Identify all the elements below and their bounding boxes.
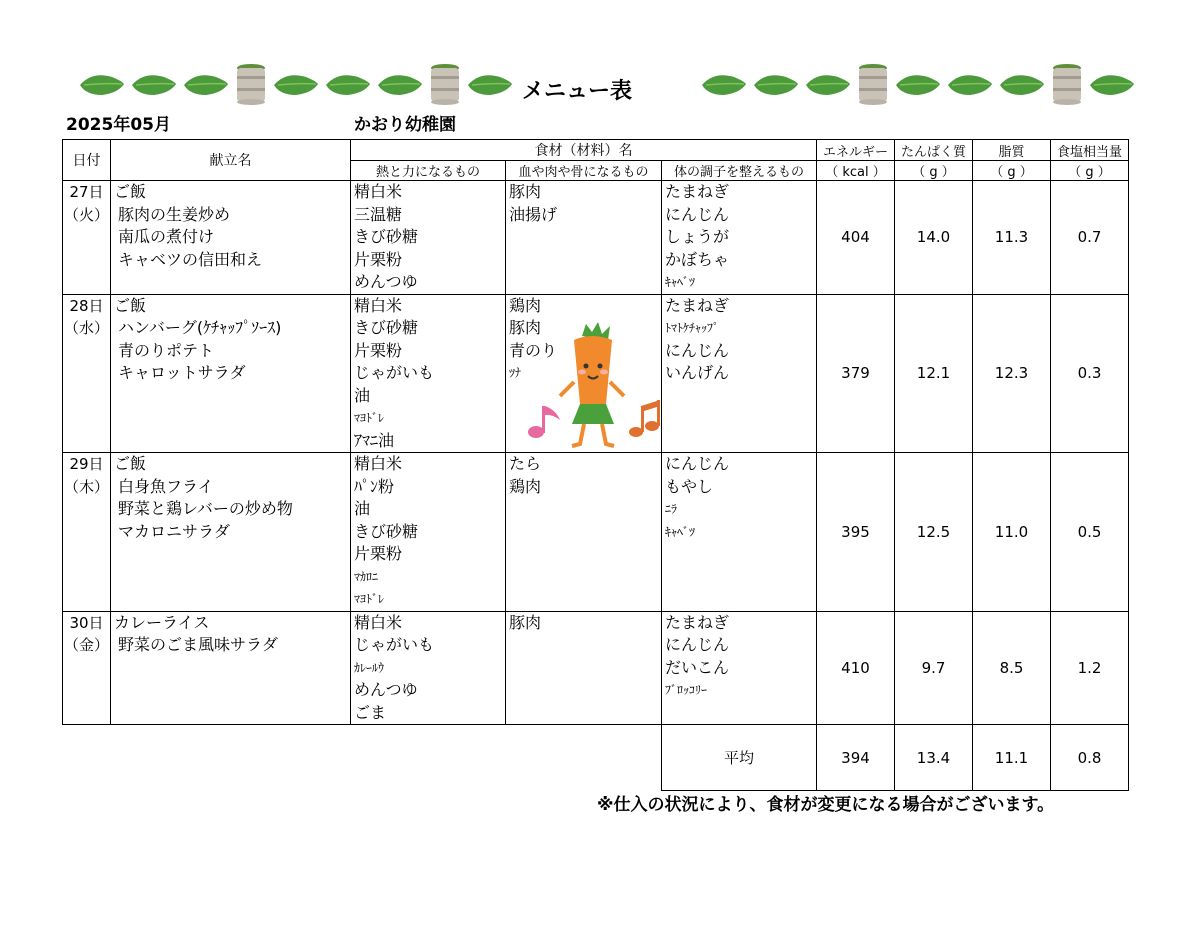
list-item: ご飯 — [114, 295, 147, 315]
school-name: かおり幼稚園 — [354, 115, 456, 135]
list-item: 片栗粉 — [354, 249, 403, 269]
menu-row — [63, 611, 1129, 725]
list-item: ご飯 — [114, 454, 147, 473]
body-food-cell — [506, 611, 662, 725]
list-item: ハンバーグ(ｹﾁｬｯﾌﾟｿｰｽ) — [118, 318, 282, 337]
leaf-icon — [272, 71, 320, 97]
fat-value: 8.5 — [973, 611, 1051, 725]
supply-note: ※仕入の状況により、食材が変更になる場合がございます。 — [597, 795, 1055, 815]
list-item: 青のりポテト — [118, 340, 215, 360]
tea-cup-icon — [234, 62, 268, 106]
list-item: だいこん — [665, 657, 730, 677]
weekday-label: （木） — [63, 477, 109, 496]
header-protein: たんぱく質 — [895, 140, 973, 161]
leaf-icon — [376, 71, 424, 97]
salt-value: 0.5 — [1051, 453, 1129, 612]
list-item: 豚肉 — [509, 318, 542, 337]
list-item: カレーライス — [114, 612, 210, 632]
header-ingredients: 食材（材料）名 — [351, 140, 817, 161]
leaf-icon — [182, 71, 230, 97]
regulate-food-cell — [662, 611, 817, 725]
list-item: きび砂糖 — [354, 227, 419, 246]
list-item: ｷｬﾍﾞﾂ — [665, 275, 696, 289]
list-item: にんじん — [665, 454, 730, 473]
day-label: 27日 — [69, 183, 104, 201]
energy-food-cell — [351, 294, 506, 453]
energy-value: 410 — [817, 611, 895, 725]
weekday-label: （金） — [63, 636, 109, 654]
leaf-icon — [78, 71, 126, 97]
date-cell — [63, 181, 111, 295]
list-item: 精白米 — [354, 295, 403, 315]
fat-value: 11.0 — [973, 453, 1051, 612]
carrot-character-icon — [524, 322, 660, 452]
list-item: ﾏﾖﾄﾞﾚ — [354, 411, 385, 425]
average-label: 平均 — [662, 725, 817, 791]
list-item: たまねぎ — [665, 295, 730, 315]
list-item: ﾄﾏﾄｹﾁｬｯﾌﾟ — [665, 321, 720, 335]
salt-value: 0.3 — [1051, 294, 1129, 453]
day-label: 30日 — [69, 613, 104, 632]
list-item: にんじん — [665, 204, 730, 224]
list-item: いんげん — [665, 363, 730, 382]
body-food-cell — [506, 453, 662, 612]
decoration-row-right — [700, 62, 1140, 106]
protein-value: 12.1 — [895, 294, 973, 453]
average-salt: 0.8 — [1051, 725, 1129, 791]
list-item: 精白米 — [354, 182, 403, 201]
list-item: 油 — [354, 499, 371, 518]
average-fat: 11.1 — [973, 725, 1051, 791]
leaf-icon — [130, 71, 178, 97]
energy-food-cell — [351, 453, 506, 612]
list-item: めんつゆ — [354, 272, 418, 291]
list-item: じゃがいも — [354, 635, 435, 654]
list-item: 南瓜の煮付け — [118, 227, 215, 246]
menu-row — [63, 453, 1129, 612]
average-energy: 394 — [817, 725, 895, 791]
list-item: マカロニサラダ — [118, 521, 230, 541]
average-row — [63, 725, 1129, 791]
energy-value: 379 — [817, 294, 895, 453]
list-item: 白身魚フライ — [118, 476, 214, 496]
energy-value: 404 — [817, 181, 895, 295]
date-cell — [63, 611, 111, 725]
list-item: たら — [509, 454, 542, 473]
list-item: 油揚げ — [509, 204, 558, 224]
regulate-food-cell — [662, 453, 817, 612]
music-note-icon — [528, 406, 560, 438]
leaf-icon — [700, 71, 748, 97]
header-protein-unit: （ g ） — [895, 161, 973, 181]
weekday-label: （火） — [63, 205, 109, 224]
header-energy: エネルギー — [817, 140, 895, 161]
tea-cup-icon — [856, 62, 890, 106]
leaf-icon — [894, 71, 942, 97]
weekday-label: （水） — [63, 319, 109, 337]
leaf-icon — [752, 71, 800, 97]
energy-value: 395 — [817, 453, 895, 612]
list-item: 鶏肉 — [509, 295, 542, 315]
energy-food-cell — [351, 181, 506, 295]
list-item: 青のり — [509, 340, 558, 360]
list-item: 野菜と鶏レバーの炒め物 — [118, 499, 293, 518]
header-regulate-food: 体の調子を整えるもの — [662, 161, 817, 181]
list-item: 豚肉 — [509, 182, 542, 201]
body-food-cell — [506, 181, 662, 295]
leaf-icon — [1088, 71, 1136, 97]
menu-dishes-cell — [111, 294, 351, 453]
decoration-row-left — [78, 62, 518, 106]
header-energy-unit: （ kcal ） — [817, 161, 895, 181]
list-item: ﾏｶﾛﾆ — [354, 569, 379, 584]
list-item: ｶﾚｰﾙｳ — [354, 660, 385, 675]
list-item: ﾊﾟﾝ粉 — [354, 476, 395, 496]
header-body-food: 血や肉や骨になるもの — [506, 161, 662, 181]
header-fat-unit: （ g ） — [973, 161, 1051, 181]
list-item: もやし — [665, 476, 714, 496]
list-item: かぼちゃ — [665, 249, 730, 269]
leaf-icon — [946, 71, 994, 97]
regulate-food-cell — [662, 294, 817, 453]
list-item: 三温糖 — [354, 204, 403, 224]
leaf-icon — [998, 71, 1046, 97]
header-salt-unit: （ g ） — [1051, 161, 1129, 181]
list-item: ご飯 — [114, 182, 147, 201]
header-fat: 脂質 — [973, 140, 1051, 161]
list-item: しょうが — [665, 227, 730, 246]
list-item: 野菜のごま風味サラダ — [118, 635, 278, 654]
list-item: めんつゆ — [354, 680, 418, 699]
header-menu: 献立名 — [111, 140, 351, 181]
menu-table — [62, 139, 1129, 791]
list-item: じゃがいも — [354, 363, 435, 382]
menu-row — [63, 181, 1129, 295]
list-item: ﾂﾅ — [509, 366, 522, 380]
list-item: ｱﾏﾆ油 — [354, 430, 395, 450]
list-item: 精白米 — [354, 612, 403, 632]
list-item: 精白米 — [354, 454, 403, 473]
regulate-food-cell — [662, 181, 817, 295]
average-protein: 13.4 — [895, 725, 973, 791]
protein-value: 14.0 — [895, 181, 973, 295]
list-item: にんじん — [665, 635, 730, 654]
salt-value: 1.2 — [1051, 611, 1129, 725]
list-item: たまねぎ — [665, 182, 730, 201]
list-item: 片栗粉 — [354, 340, 403, 360]
list-item: 豚肉 — [509, 612, 542, 632]
protein-value: 12.5 — [895, 453, 973, 612]
list-item: 鶏肉 — [509, 476, 542, 496]
tea-cup-icon — [428, 62, 462, 106]
list-item: ﾏﾖﾄﾞﾚ — [354, 592, 385, 606]
leaf-icon — [804, 71, 852, 97]
list-item: 豚肉の生姜炒め — [118, 204, 231, 224]
protein-value: 9.7 — [895, 611, 973, 725]
header-date: 日付 — [63, 140, 111, 181]
menu-dishes-cell — [111, 181, 351, 295]
date-cell — [63, 453, 111, 612]
fat-value: 11.3 — [973, 181, 1051, 295]
leaf-icon — [466, 71, 514, 97]
page-title: メニュー表 — [522, 79, 633, 104]
list-item: たまねぎ — [665, 612, 730, 632]
tea-cup-icon — [1050, 62, 1084, 106]
list-item: 油 — [354, 385, 371, 405]
list-item: ごま — [354, 702, 387, 722]
list-item: ｷｬﾍﾞﾂ — [665, 524, 696, 539]
day-label: 29日 — [69, 455, 104, 473]
day-label: 28日 — [69, 296, 104, 315]
menu-dishes-cell — [111, 453, 351, 612]
header-energy-food: 熱と力になるもの — [351, 161, 506, 181]
list-item: 片栗粉 — [354, 544, 403, 563]
list-item: きび砂糖 — [354, 521, 419, 541]
list-item: キャロットサラダ — [118, 363, 246, 382]
list-item: にんじん — [665, 340, 730, 360]
blank-cell — [63, 725, 662, 791]
date-cell — [63, 294, 111, 453]
salt-value: 0.7 — [1051, 181, 1129, 295]
list-item: ﾌﾞﾛｯｺﾘｰ — [665, 683, 708, 697]
fat-value: 12.3 — [973, 294, 1051, 453]
header-salt: 食塩相当量 — [1051, 140, 1129, 161]
list-item: きび砂糖 — [354, 318, 419, 337]
menu-month: 2025年05月 — [66, 115, 171, 135]
list-item: ﾆﾗ — [665, 502, 678, 516]
energy-food-cell — [351, 611, 506, 725]
menu-dishes-cell — [111, 611, 351, 725]
list-item: キャベツの信田和え — [118, 249, 263, 269]
leaf-icon — [324, 71, 372, 97]
music-note-icon — [629, 400, 660, 437]
